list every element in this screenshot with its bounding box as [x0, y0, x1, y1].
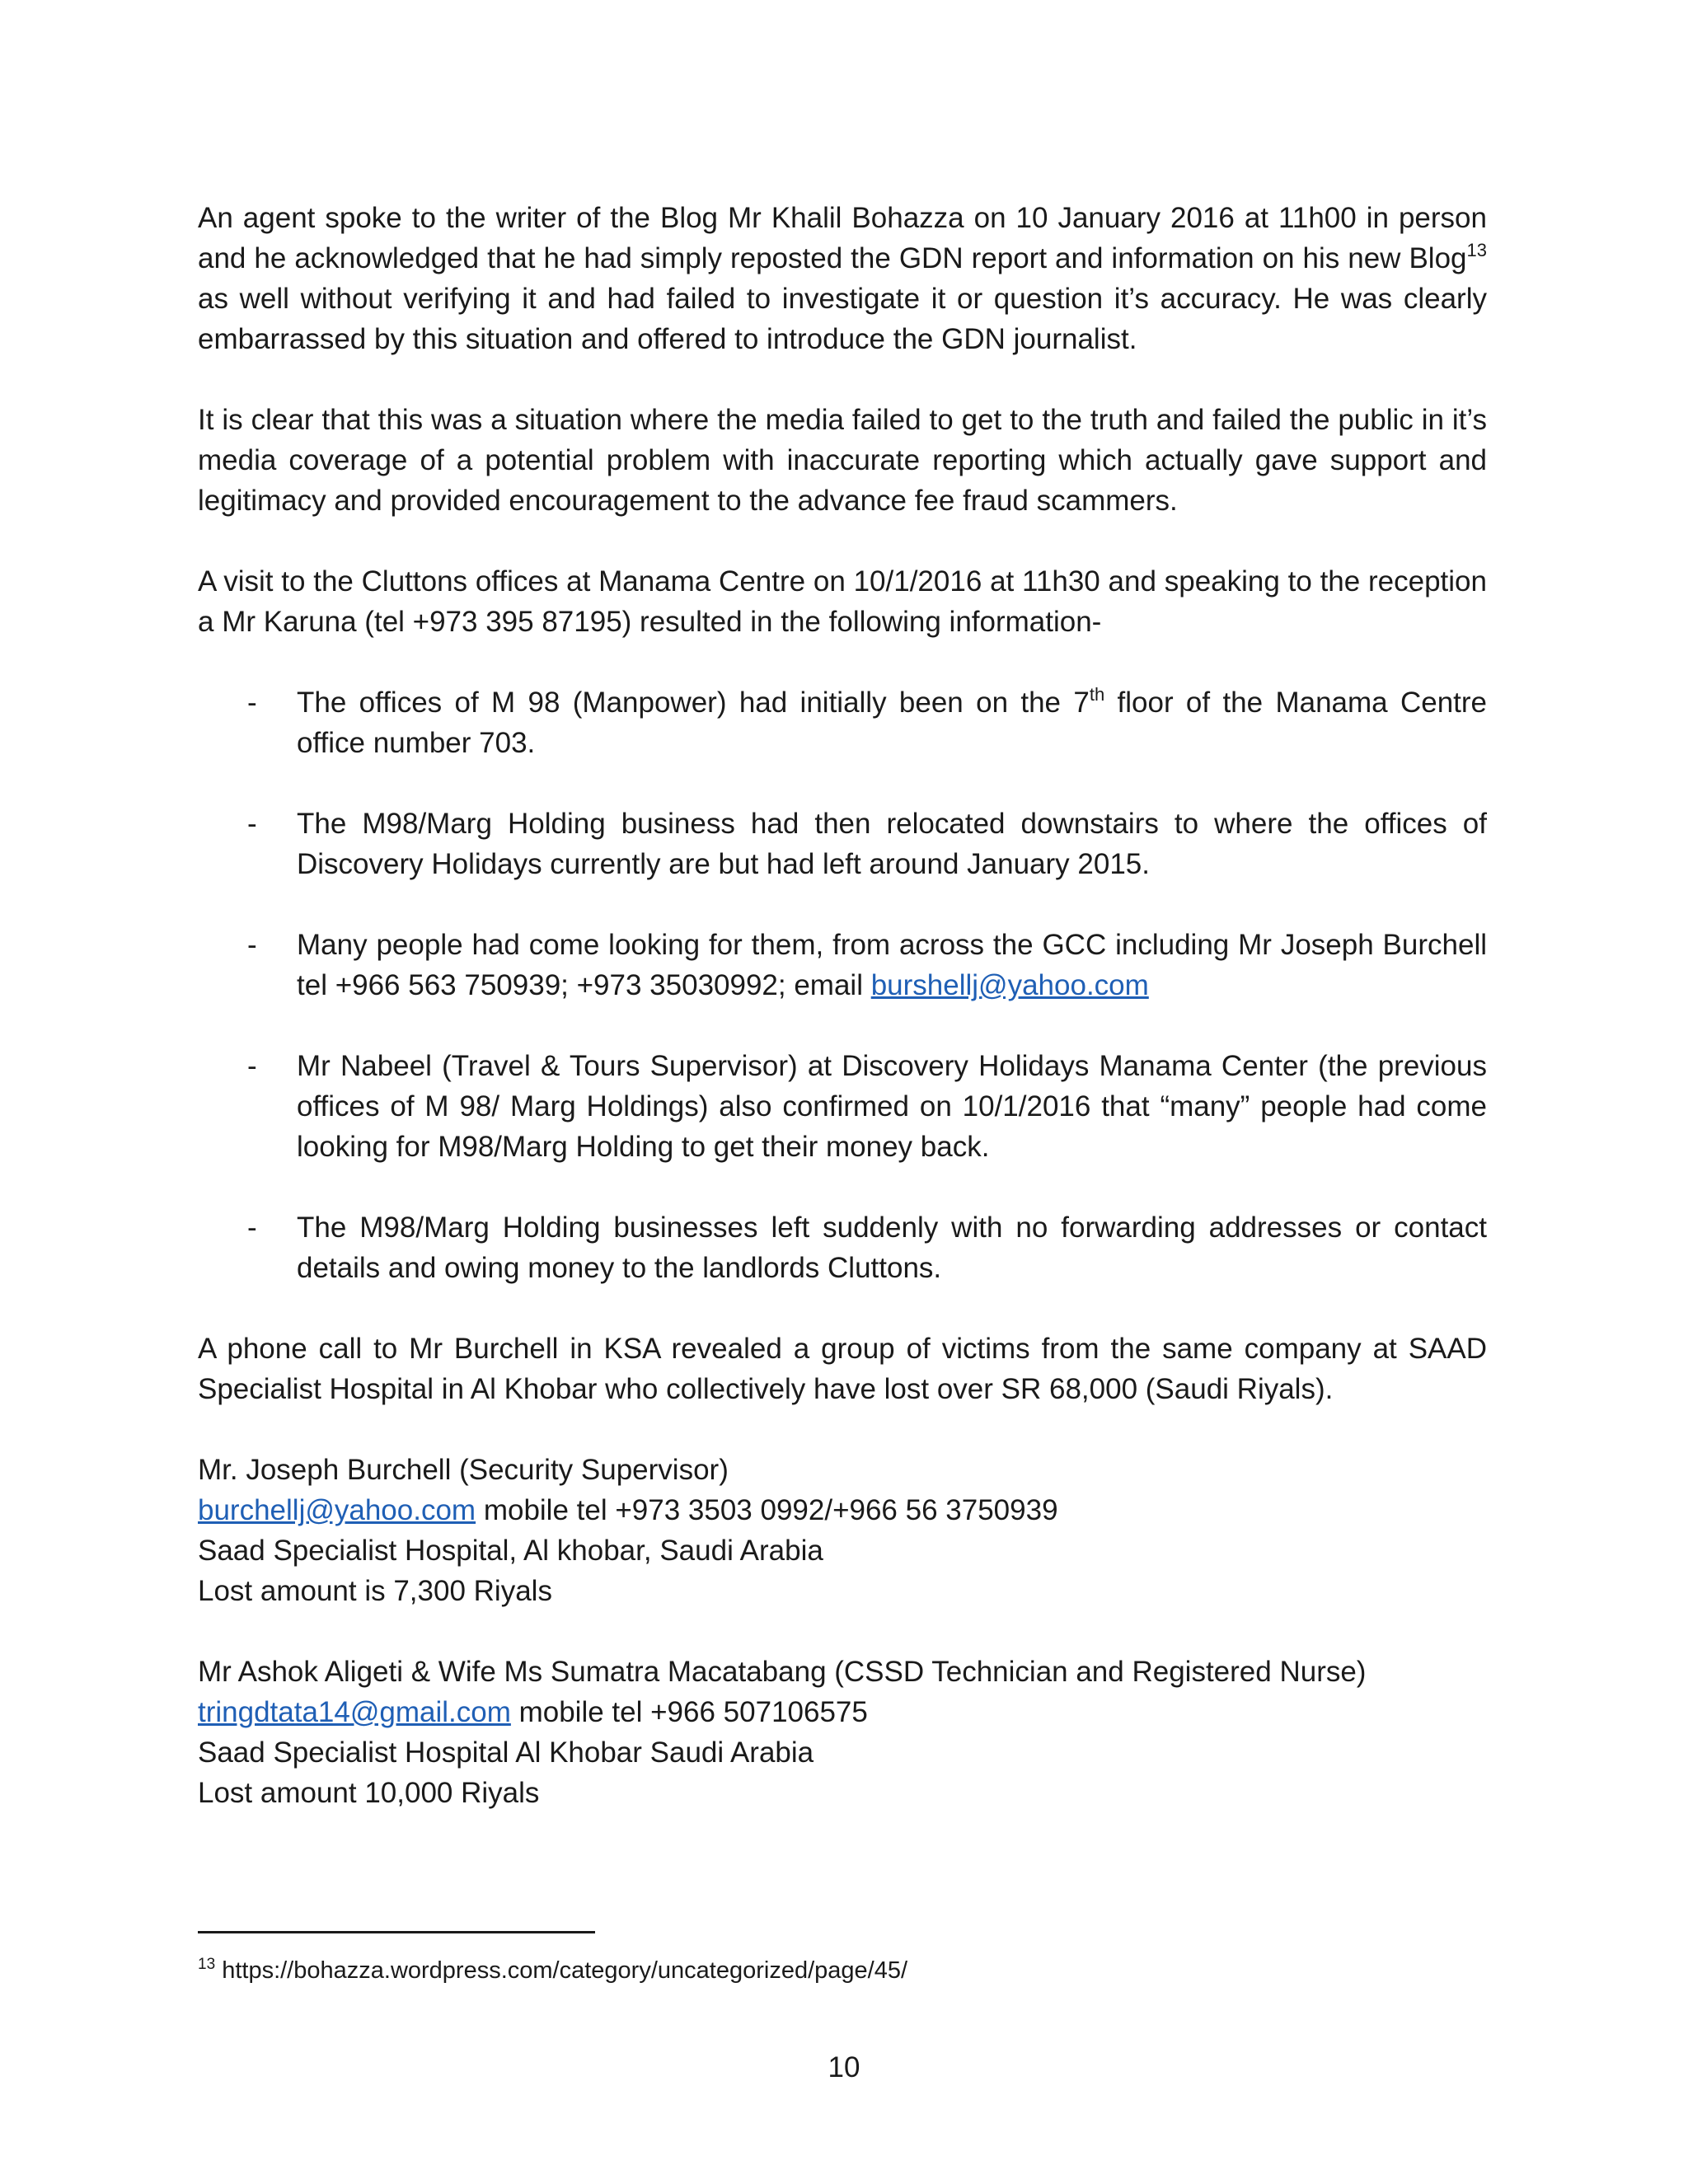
victim-phone: mobile tel +973 3503 0992/+966 56 3750939: [476, 1494, 1058, 1526]
list-item: [198, 804, 1487, 884]
victim-hospital: Saad Specialist Hospital Al Khobar Saudi Arabia: [198, 1736, 814, 1769]
paragraph-cluttons-visit: A visit to the Cluttons offices at Manama Centre on 10/1/2016 at 11h30 and speaking to the reception a Mr Karuna (tel +973 395 87195) resulted in the following information-: [198, 565, 1487, 638]
paragraph-blog-writer: [198, 198, 1487, 359]
victim-hospital: Saad Specialist Hospital, Al khobar, Saudi Arabia: [198, 1535, 823, 1567]
list-dash: -: [247, 1212, 257, 1244]
list-dash: -: [247, 687, 257, 719]
list-item: [198, 1046, 1487, 1167]
list-dash: -: [247, 929, 257, 961]
list-item-text: floor of the Manama Centre office number 703.: [297, 687, 1487, 759]
paragraph-media-failure: It is clear that this was a situation where the media failed to get to the truth and failed the public in it’s media coverage of a potential problem with inaccurate reporting which actually gave support and legitimacy and provided encouragement to the advance fee fraud scammers.: [198, 404, 1487, 517]
list-item-text: The M98/Marg Holding business had then relocated downstairs to where the offices of Discovery Holidays currently are but had left around January 2015.: [297, 808, 1487, 880]
footnote: [198, 1955, 907, 1986]
victim-contact: [198, 1490, 1487, 1530]
footnote-separator: [198, 1931, 595, 1933]
list-dash: -: [247, 1050, 257, 1082]
document-body: [198, 198, 1487, 1854]
footnote-url[interactable]: https://bohazza.wordpress.com/category/uncategorized/page/45/: [215, 1957, 908, 1984]
list-dash: -: [247, 808, 257, 840]
list-item: [198, 1207, 1487, 1288]
victim-lost-amount: Lost amount is 7,300 Riyals: [198, 1575, 552, 1607]
victim-phone: mobile tel +966 507106575: [510, 1696, 868, 1728]
page-number: 10: [828, 2051, 860, 2083]
list-item-text: The offices of M 98 (Manpower) had initially been on the 7: [297, 687, 1090, 719]
list-item: [198, 682, 1487, 763]
email-link-tringdtata14[interactable]: tringdtata14@gmail.com: [198, 1696, 511, 1728]
list-item-text: Mr Nabeel (Travel & Tours Supervisor) at Discovery Holidays Manama Center (the previous offices of M 98/ Marg Holdings) also confirmed on 10/1/2016 that “many” people had come looking for M98/Marg Holding to get their money back.: [297, 1050, 1487, 1163]
paragraph-phone-call: A phone call to Mr Burchell in KSA revealed a group of victims from the same company at SAAD Specialist Hospital in Al Khobar who collectively have lost over SR 68,000 (Saudi Riyals).: [198, 1333, 1487, 1405]
footnote-number: 13: [198, 1956, 216, 1973]
ordinal-suffix: th: [1089, 684, 1105, 705]
information-list: [198, 682, 1487, 1288]
list-item-text: Many people had come looking for them, from across the GCC including Mr Joseph Burchell tel +966 563 750939; +973 35030992; email: [297, 929, 1487, 1001]
email-link-burshellj[interactable]: burshellj@yahoo.com: [870, 969, 1149, 1001]
victim-name: Mr. Joseph Burchell (Security Supervisor): [198, 1454, 729, 1486]
email-link-burchellj[interactable]: burchellj@yahoo.com: [198, 1494, 476, 1526]
victim-lost-amount: Lost amount 10,000 Riyals: [198, 1777, 540, 1809]
list-item-text: The M98/Marg Holding businesses left suddenly with no forwarding addresses or contact details and owing money to the landlords Cluttons.: [297, 1212, 1487, 1284]
victim-contact: [198, 1692, 1487, 1732]
victim-record-aligeti: [198, 1652, 1487, 1813]
paragraph-text: An agent spoke to the writer of the Blog Mr Khalil Bohazza on 10 January 2016 at 11h00 in person and he acknowledged that he had simply reposted the GDN report and information on his new Blog: [198, 202, 1487, 274]
victim-name: Mr Ashok Aligeti & Wife Ms Sumatra Macatabang (CSSD Technician and Registered Nurse): [198, 1656, 1367, 1688]
paragraph-text: as well without verifying it and had failed to investigate it or question it’s accuracy. He was clearly embarrassed by this situation and offered to introduce the GDN journalist.: [198, 283, 1487, 355]
list-item: [198, 925, 1487, 1005]
victim-record-burchell: [198, 1450, 1487, 1611]
footnote-reference[interactable]: 13: [1466, 240, 1487, 260]
